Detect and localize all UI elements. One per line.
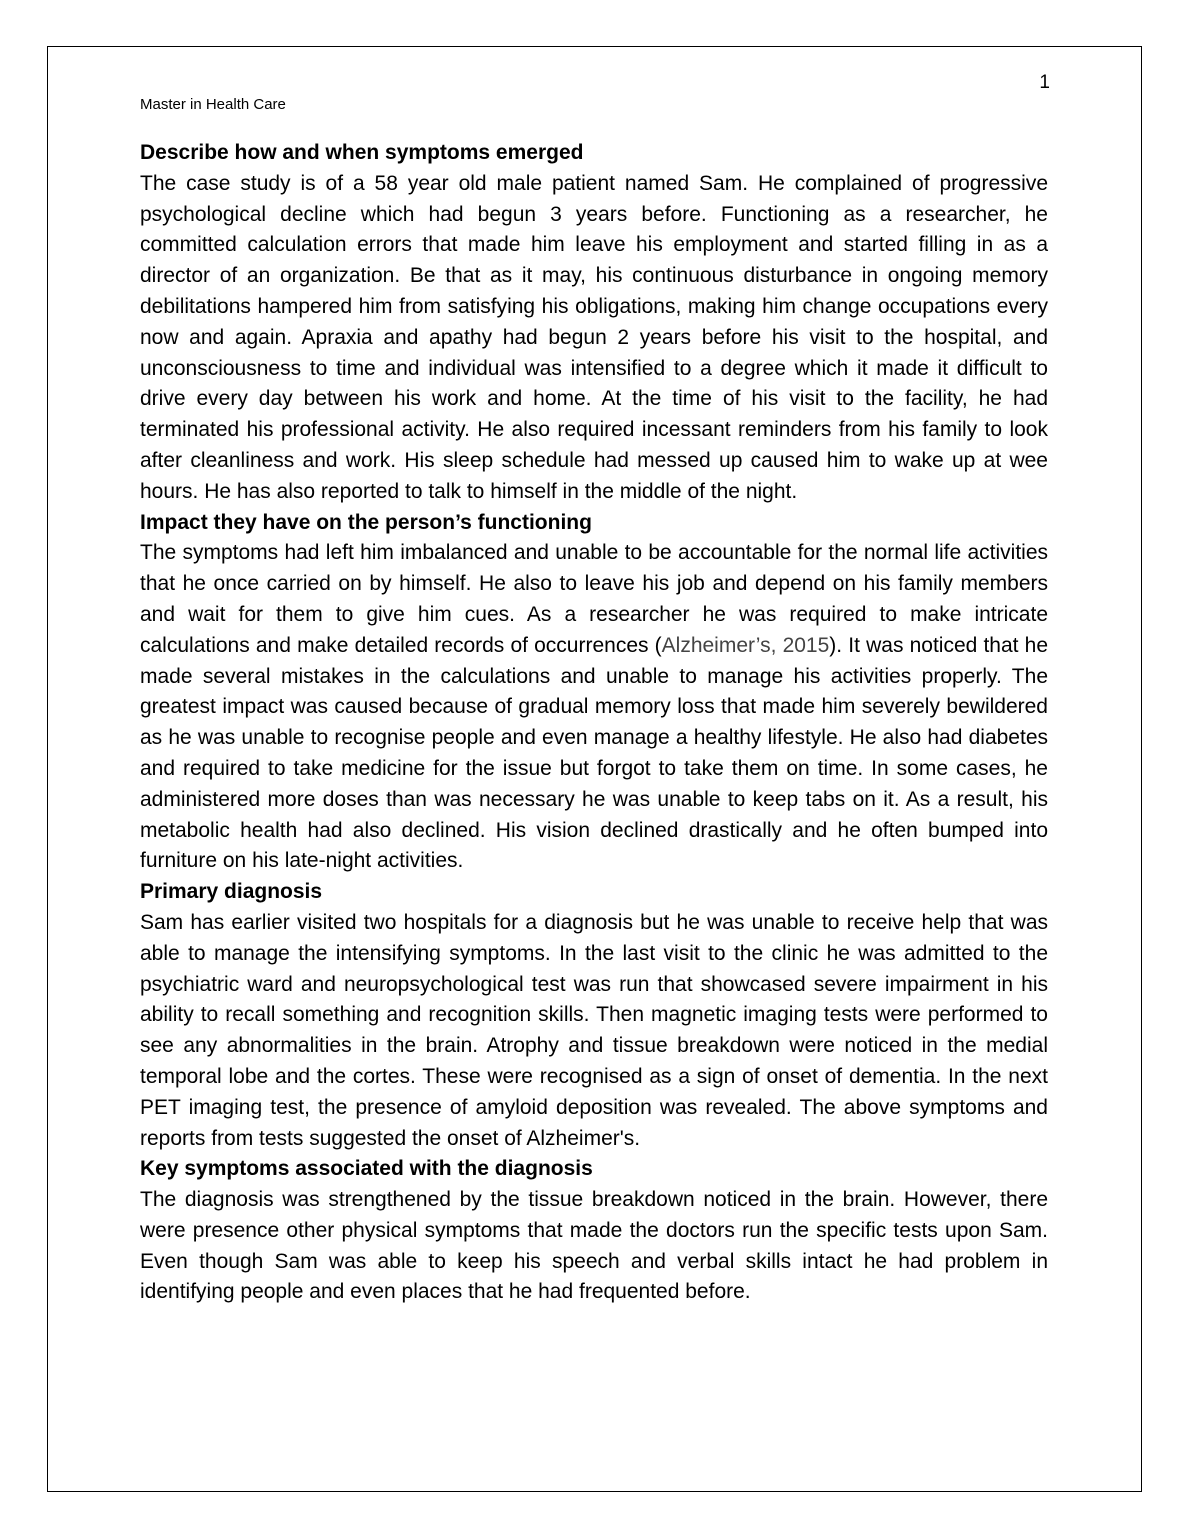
section-heading-impact-functioning: Impact they have on the person’s functioning	[140, 510, 592, 534]
section-heading-primary-diagnosis: Primary diagnosis	[140, 880, 323, 904]
document-body	[140, 138, 1048, 1308]
section-heading-key-symptoms: Key symptoms associated with the diagnosis	[140, 1157, 593, 1181]
body-text-before-citation: The symptoms had left him imbalanced and unable to be accountable for the normal life activities that he once carried on by himself. He also to leave his job and depend on his family members and wait for them to give him cues. As a researcher he was required to make intricate calculations and make detailed records of occurrences (	[140, 541, 1048, 657]
section-body-impact-functioning	[140, 538, 1048, 877]
section-body-symptoms-emerged: The case study is of a 58 year old male patient named Sam. He complained of progressive psychological decline which had begun 3 years before. Functioning as a researcher, he committed calculation errors that made him leave his employment and started filling in as a director of an organization. Be that as it may, his continuous disturbance in ongoing memory debilitations hampered him from satisfying his obligations, making him change occupations every now and again. Apraxia and apathy had begun 2 years before his visit to the hospital, and unconsciousness to time and individual was intensified to a degree which it made it difficult to drive every day between his work and home. At the time of his visit to the facility, he had terminated his professional activity. He also required incessant reminders from his family to look after cleanliness and work. His sleep schedule had messed up caused him to wake up at wee hours. He has also reported to talk to himself in the middle of the night.	[140, 171, 1048, 503]
section-body-primary-diagnosis: Sam has earlier visited two hospitals for a diagnosis but he was unable to receive help that was able to manage the intensifying symptoms. In the last visit to the clinic he was admitted to the psychiatric ward and neuropsychological test was run that showcased severe impairment in his ability to recall something and recognition skills. Then magnetic imaging tests were performed to see any abnormalities in the brain. Atrophy and tissue breakdown were noticed in the medial temporal lobe and the cortes. These were recognised as a sign of onset of dementia. In the next PET imaging test, the presence of amyloid deposition was revealed. The above symptoms and reports from tests suggested the onset of Alzheimer's.	[140, 910, 1048, 1150]
section-body-key-symptoms: The diagnosis was strengthened by the tissue breakdown noticed in the brain. However, there were presence other physical symptoms that made the doctors run the specific tests upon Sam. Even though Sam was able to keep his speech and verbal skills intact he had problem in identifying people and even places that he had frequented before.	[140, 1188, 1048, 1304]
section-heading-symptoms-emerged: Describe how and when symptoms emerged	[140, 141, 584, 164]
citation-link[interactable]: Alzheimer’s, 2015	[661, 633, 830, 657]
page-number: 1	[1039, 72, 1050, 93]
body-text-after-citation: ). It was noticed that he made several mistakes in the calculations and unable to manage his activities properly. The greatest impact was caused because of gradual memory loss that made him severely bewildered as he was unable to recognise people and even manage a healthy lifestyle. He also had diabetes and required to take medicine for the issue but forgot to take them on time. In some cases, he administered more doses than was necessary he was unable to keep tabs on it. As a result, his metabolic health had also declined. His vision declined drastically and he often bumped into furniture on his late-night activities.	[140, 633, 1048, 873]
running-header: Master in Health Care	[140, 96, 286, 113]
